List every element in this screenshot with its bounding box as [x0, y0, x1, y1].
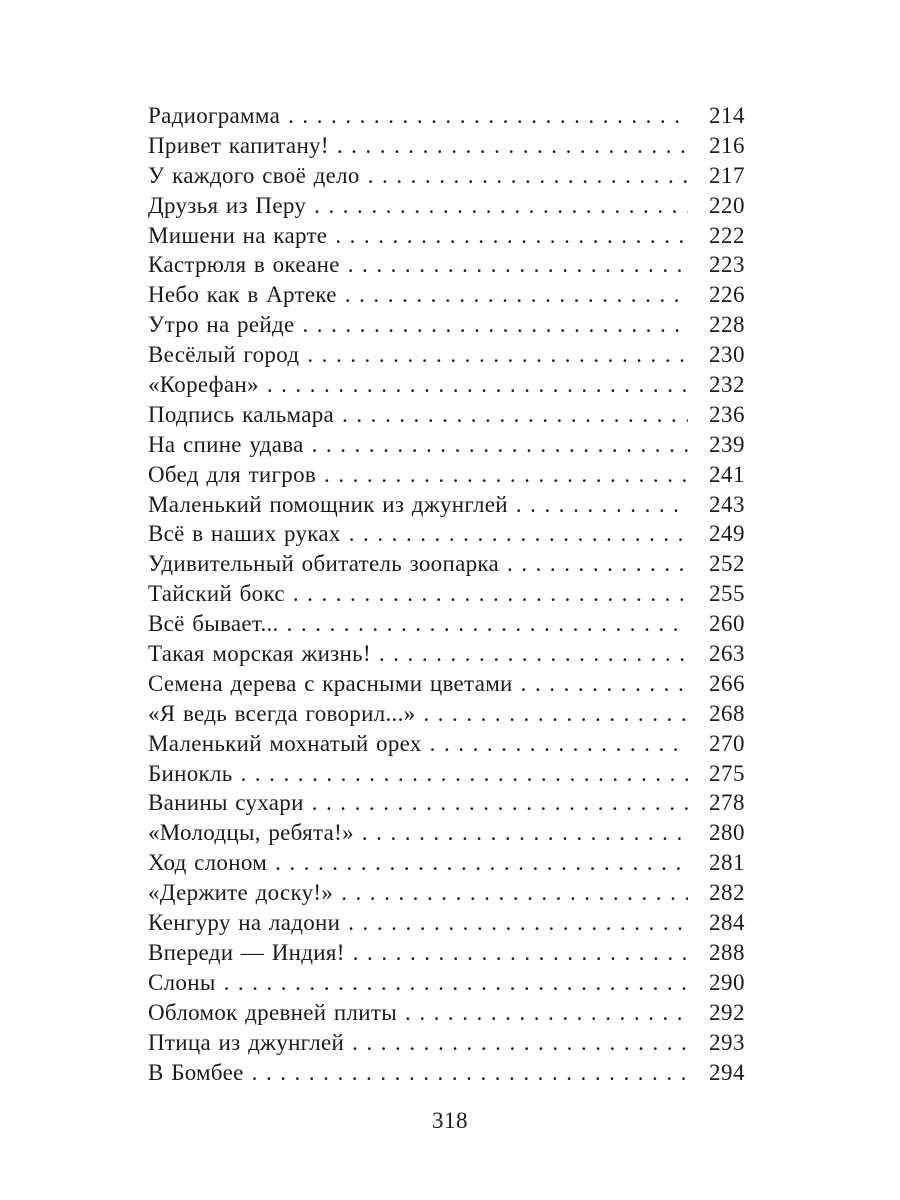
- toc-entry: [148, 191, 745, 221]
- toc-entry-title: Такая морская жизнь!: [148, 641, 371, 667]
- toc-dot-leader: [312, 788, 688, 818]
- toc-entry-title: Удивительный обитатель зоопарка: [148, 551, 500, 577]
- toc-dot-leader: [352, 1028, 688, 1058]
- toc-entry: [148, 370, 745, 400]
- toc-dot-leader: [324, 460, 688, 490]
- toc-dot-leader: [307, 340, 688, 370]
- toc-entry-page: 216: [709, 132, 745, 158]
- toc-entry-title: Подпись кальмара: [148, 401, 335, 427]
- toc-dot-leader: [275, 848, 688, 878]
- toc-entry-page: 284: [709, 910, 745, 936]
- toc-entry-page: 249: [709, 521, 745, 547]
- toc-entry-title: «Я ведь всегда говорил...»: [148, 700, 416, 726]
- toc-entry: [148, 250, 745, 280]
- toc-entry-page: 263: [709, 641, 745, 667]
- toc-entry-page: 223: [709, 252, 745, 278]
- toc-list: [148, 101, 745, 1087]
- toc-dot-leader: [314, 191, 688, 221]
- toc-entry-title: «Молодцы, ребята!»: [148, 820, 354, 846]
- toc-entry: [148, 759, 745, 789]
- toc-entry-page: 243: [709, 491, 745, 517]
- toc-entry-page: 217: [709, 162, 745, 188]
- toc-entry: [148, 161, 745, 191]
- toc-entry-title: Обломок древней плиты: [148, 999, 398, 1025]
- toc-entry-page: 294: [709, 1059, 745, 1085]
- toc-entry-page: 255: [709, 581, 745, 607]
- toc-entry: [148, 340, 745, 370]
- toc-entry: [148, 280, 745, 310]
- toc-dot-leader: [341, 878, 688, 908]
- toc-dot-leader: [368, 161, 688, 191]
- toc-entry-page: 280: [709, 820, 745, 846]
- toc-entry: [148, 818, 745, 848]
- page-number: 318: [432, 1108, 468, 1133]
- toc-entry-page: 268: [709, 700, 745, 726]
- toc-dot-leader: [342, 400, 688, 430]
- toc-dot-leader: [362, 818, 688, 848]
- toc-entry: [148, 579, 745, 609]
- toc-entry-page: 266: [709, 670, 745, 696]
- toc-entry: [148, 878, 745, 908]
- toc-entry: [148, 310, 745, 340]
- toc-entry: [148, 699, 745, 729]
- toc-entry: [148, 221, 745, 251]
- toc-entry-page: 281: [709, 850, 745, 876]
- toc-entry-page: 228: [709, 312, 745, 338]
- toc-entry-title: Птица из джунглей: [148, 1029, 345, 1055]
- toc-entry-page: 232: [709, 372, 745, 398]
- toc-dot-leader: [521, 669, 688, 699]
- toc-entry-title: Привет капитану!: [148, 132, 329, 158]
- toc-entry-title: Впереди — Индия!: [148, 939, 345, 965]
- toc-entry-page: 278: [709, 790, 745, 816]
- toc-dot-leader: [348, 908, 688, 938]
- toc-entry-page: 252: [709, 551, 745, 577]
- toc-entry: [148, 848, 745, 878]
- toc-dot-leader: [345, 280, 688, 310]
- toc-dot-leader: [288, 101, 688, 131]
- toc-entry-page: 290: [709, 969, 745, 995]
- toc-dot-leader: [267, 370, 688, 400]
- toc-dot-leader: [293, 579, 688, 609]
- toc-dot-leader: [516, 490, 688, 520]
- toc-entry-title: Бинокль: [148, 760, 233, 786]
- toc-dot-leader: [379, 639, 688, 669]
- toc-entry: [148, 669, 745, 699]
- toc-entry: [148, 1058, 745, 1088]
- toc-entry-page: 241: [709, 461, 745, 487]
- toc-entry-title: Мишени на карте: [148, 222, 328, 248]
- toc-entry-title: Утро на рейде: [148, 312, 295, 338]
- toc-entry-page: 270: [709, 730, 745, 756]
- toc-dot-leader: [337, 131, 688, 161]
- toc-entry: [148, 729, 745, 759]
- toc-entry-page: 222: [709, 222, 745, 248]
- toc-dot-leader: [423, 699, 688, 729]
- toc-dot-leader: [287, 609, 688, 639]
- toc-entry-page: 288: [709, 939, 745, 965]
- toc-entry: [148, 131, 745, 161]
- toc-entry-page: 236: [709, 401, 745, 427]
- toc-entry-title: «Держите доску!»: [148, 880, 334, 906]
- toc-entry: [148, 519, 745, 549]
- toc-entry: [148, 908, 745, 938]
- toc-entry-title: Тайский бокс: [148, 581, 285, 607]
- toc-entry-page: 214: [709, 103, 745, 128]
- toc-dot-leader: [348, 250, 688, 280]
- toc-entry-title: Радиограмма: [148, 103, 281, 128]
- toc-entry: [148, 639, 745, 669]
- toc-entry-title: Кастрюля в океане: [148, 252, 340, 278]
- toc-entry-title: «Корефан»: [148, 372, 259, 398]
- toc-dot-leader: [405, 998, 688, 1028]
- toc-dot-leader: [430, 729, 688, 759]
- toc-entry-title: Весёлый город: [148, 342, 300, 368]
- toc-entry: [148, 609, 745, 639]
- toc-entry-title: Маленький мохнатый орех: [148, 730, 422, 756]
- toc-entry-title: Друзья из Перу: [148, 192, 307, 218]
- toc-dot-leader: [224, 968, 688, 998]
- toc-entry-title: Семена дерева с красными цветами: [148, 670, 513, 696]
- toc-entry-title: Ванины сухари: [148, 790, 304, 816]
- toc-dot-leader: [353, 938, 688, 968]
- toc-entry-page: 230: [709, 342, 745, 368]
- toc-entry-title: Кенгуру на ладони: [148, 910, 341, 936]
- toc-entry: [148, 430, 745, 460]
- toc-entry-title: Обед для тигров: [148, 461, 317, 487]
- toc-dot-leader: [335, 221, 688, 251]
- toc-dot-leader: [349, 519, 688, 549]
- toc-entry-title: На спине удава: [148, 431, 304, 457]
- toc-entry-page: 260: [709, 611, 745, 637]
- toc-entry: [148, 1028, 745, 1058]
- toc-entry: [148, 549, 745, 579]
- toc-dot-leader: [507, 549, 688, 579]
- toc-entry: [148, 460, 745, 490]
- toc-entry: [148, 490, 745, 520]
- toc-entry-title: Маленький помощник из джунглей: [148, 491, 508, 517]
- toc-entry-title: Всё бывает...: [148, 611, 279, 637]
- toc-entry-title: В Бомбее: [148, 1059, 244, 1085]
- toc-entry-title: Всё в наших руках: [148, 521, 341, 547]
- toc-entry-page: 293: [709, 1029, 745, 1055]
- toc-entry: [148, 788, 745, 818]
- toc-entry-page: 226: [709, 282, 745, 308]
- toc-entry-page: 220: [709, 192, 745, 218]
- toc-entry-page: 282: [709, 880, 745, 906]
- toc-entry: [148, 938, 745, 968]
- toc-dot-leader: [312, 430, 688, 460]
- toc-entry-title: У каждого своё дело: [148, 162, 360, 188]
- toc-entry: [148, 101, 745, 131]
- toc-entry-page: 275: [709, 760, 745, 786]
- toc-entry: [148, 968, 745, 998]
- toc-dot-leader: [241, 759, 688, 789]
- toc-entry-page: 292: [709, 999, 745, 1025]
- toc-entry-title: Ход слоном: [148, 850, 268, 876]
- toc-entry-title: Слоны: [148, 969, 216, 995]
- toc-dot-leader: [302, 310, 688, 340]
- toc-entry: [148, 998, 745, 1028]
- toc-entry-page: 239: [709, 431, 745, 457]
- toc-entry-title: Небо как в Артеке: [148, 282, 337, 308]
- toc-entry: [148, 400, 745, 430]
- toc-dot-leader: [252, 1058, 688, 1088]
